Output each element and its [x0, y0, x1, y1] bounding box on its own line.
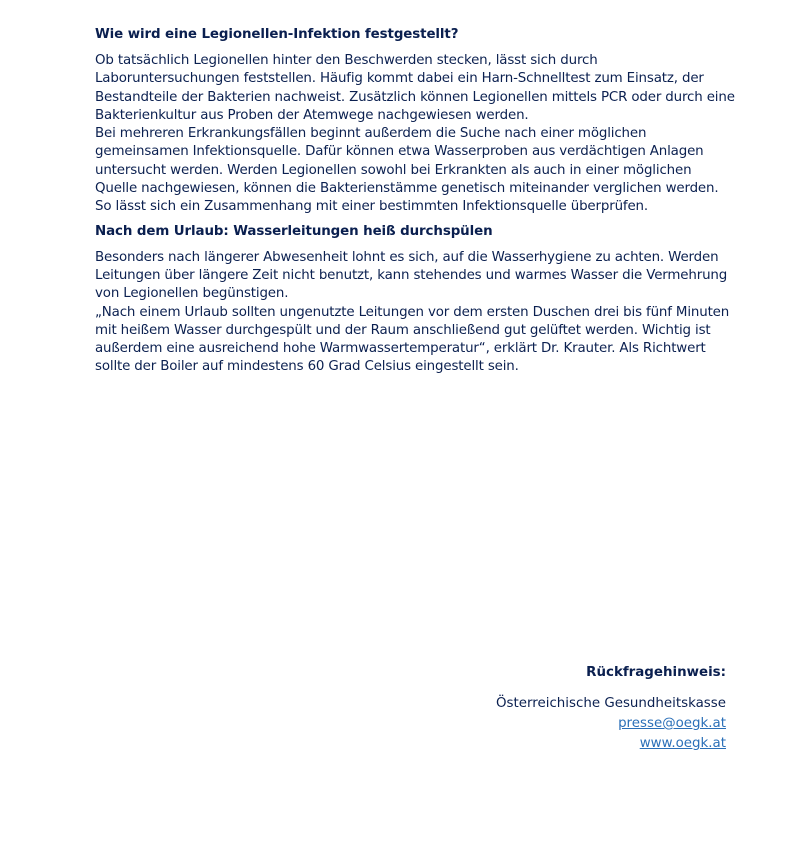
contact-email-link[interactable]: presse@oegk.at: [618, 716, 726, 731]
diagnosis-paragraph-1: Ob tatsächlich Legionellen hinter den Beschwerden stecken, lässt sich durch Laboruntersuchungen feststellen. Häufig kommt dabei ein Harn-Schnelltest zum Einsatz, der Bestandteile der Bakterien nachweist. Zusätzlich können Legionellen mittels PCR oder durch eine Bakterienkultur aus Proben der Atemwege nachgewiesen werden.: [95, 53, 735, 123]
vacation-paragraph-2: „Nach einem Urlaub sollten ungenutzte Leitungen vor dem ersten Duschen drei bis fünf Minuten mit heißem Wasser durchgespült und der Raum anschließend gut gelüftet werden. Wichtig ist außerdem eine ausreichend hohe Warmwassertemperatur“, erklärt Dr. Krauter. Als Richtwert sollte der Boiler auf mindestens 60 Grad Celsius eingestellt sein.: [95, 304, 730, 375]
article-body: [95, 26, 735, 377]
section-heading-vacation: Nach dem Urlaub: Wasserleitungen heiß durchspülen: [95, 223, 493, 239]
diagnosis-paragraph-2: Bei mehreren Erkrankungsfällen beginnt außerdem die Suche nach einer möglichen gemeinsamen Infektionsquelle. Dafür können etwa Wasserproben aus verdächtigen Anlagen untersucht werden. Werden Legionellen sowohl bei Erkrankten als auch in einer möglichen Quelle nachgewiesen, können die Bakterienstämme genetisch miteinander verglichen werden. So lässt sich ein Zusammenhang mit einer bestimmten Infektionsquelle überprüfen.: [95, 126, 719, 215]
contact-title: Rückfragehinweis:: [586, 665, 726, 680]
contact-block: [496, 664, 726, 754]
vacation-paragraph-1: Besonders nach längerer Abwesenheit lohnt es sich, auf die Wasserhygiene zu achten. Werden Leitungen über längere Zeit nicht benutzt, kann stehendes und warmes Wasser die Vermehrung von Legionellen begünstigen.: [95, 249, 728, 302]
section-heading-diagnosis: Wie wird eine Legionellen-Infektion festgestellt?: [95, 27, 459, 42]
contact-website-link[interactable]: www.oegk.at: [639, 736, 726, 751]
contact-organization: Österreichische Gesundheitskasse: [496, 696, 726, 711]
